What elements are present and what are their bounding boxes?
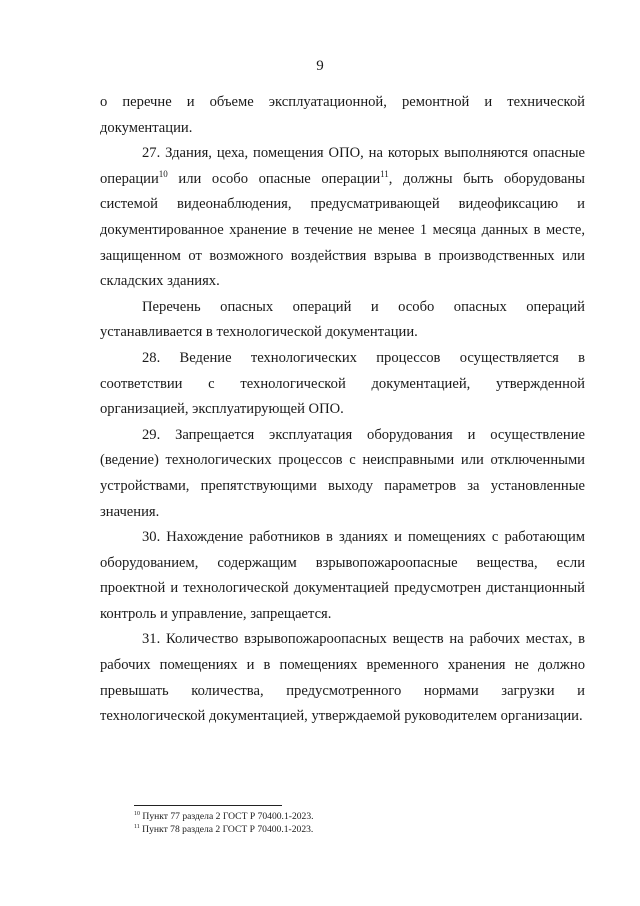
paragraph-27-text-b: или особо опасные операции [167,170,381,187]
footnotes [134,811,584,836]
footnote-mark-10: 10 [134,810,140,817]
paragraph-29: 29. Запрещается эксплуатация оборудования и осуществление (ведение) технологических процессов с неисправными или отключенными устройствами, препятствующими выходу параметров за установленные значения. [100,426,585,520]
footnote-mark-11: 11 [134,823,140,830]
paragraph-31: 31. Количество взрывопожароопасных веществ на рабочих местах, в рабочих помещениях и в помещениях временного хранения не должно превышать количества, предусмотренного нормами загрузки и технологической документацией, утверждаемой руководителем организации. [100,631,585,725]
paragraph-27-text-c: , должны быть оборудованы системой видеонаблюдения, предусматривающей видеофиксацию и документированное хранение в течение не менее 1 месяца данных в месте, защищенном от возможного воздействия взрыва в производственных или складских зданиях. [100,170,585,290]
paragraph-27 [100,141,585,295]
paragraph-27-list-note: Перечень опасных операций и особо опасных операций устанавливается в технологической документации. [100,298,585,341]
footnote-ref-11[interactable]: 11 [380,168,389,179]
footnote-text-11: Пункт 78 раздела 2 ГОСТ Р 70400.1-2023. [139,823,314,835]
document-body [100,90,585,730]
footnote-11 [134,824,584,837]
paragraph-30: 30. Нахождение работников в зданиях и помещениях с работающим оборудованием, содержащим взрывопожароопасные вещества, если проектной и технологической документацией предусмотрен дистанционный контроль и управление, запрещается. [100,529,585,622]
footnote-divider [134,805,282,806]
footnote-10 [134,811,584,824]
page-number: 9 [316,58,324,74]
footnote-text-10: Пункт 77 раздела 2 ГОСТ Р 70400.1-2023. [140,811,314,822]
footnote-ref-10[interactable]: 10 [158,168,168,179]
paragraph-continuation: о перечне и объеме эксплуатационной, ремонтной и технической документации. [100,94,585,136]
paragraph-27-text-a: 27. Здания, цеха, помещения ОПО, на которых выполняются опасные операции [100,145,585,187]
paragraph-28: 28. Ведение технологических процессов осуществляется в соответствии с технологической документацией, утвержденной организацией, эксплуатирующей ОПО. [100,349,585,418]
